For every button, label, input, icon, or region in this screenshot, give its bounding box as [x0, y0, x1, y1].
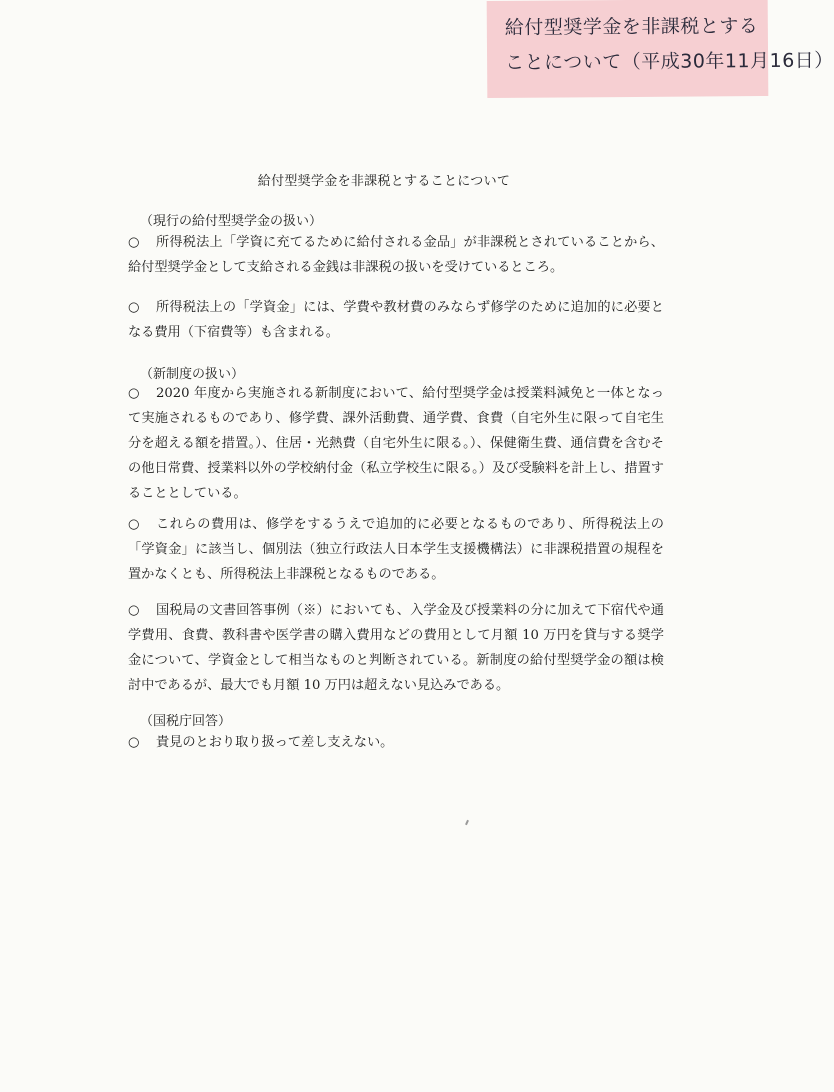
note-line-2: ことについて（平成30年11月16日） [505, 49, 834, 74]
bullet-circle: ○ [128, 735, 140, 750]
paragraph [128, 730, 664, 755]
paragraph [128, 230, 664, 280]
section-heading-nta: （国税庁回答） [140, 714, 232, 729]
bullet-circle: ○ [128, 300, 140, 315]
bullet-circle: ○ [128, 517, 140, 532]
paragraph [128, 295, 664, 345]
section-heading-new: （新制度の扱い） [140, 367, 245, 382]
bullet-circle: ○ [128, 386, 140, 401]
paragraph-text: 所得税法上「学資に充てるために給付される金品」が非課税とされていることから、給付型奨学金として支給される金銭は非課税の扱いを受けているところ。 [128, 235, 664, 275]
document-title: 給付型奨学金を非課税とすることについて [257, 174, 511, 189]
paragraph-text: 貴見のとおり取り扱って差し支えない。 [156, 735, 394, 750]
paragraph [128, 381, 664, 506]
bullet-circle: ○ [128, 235, 140, 250]
scan-speck [465, 820, 469, 825]
paragraph-text: 国税局の文書回答事例（※）においても、入学金及び授業料の分に加えて下宿代や通学費用、食費、教科書や医学書の購入費用などの費用として月額 10 万円を貸与する奨学金について、学資金として相当なものと判断されている。新制度の給付型奨学金の額は検討中であるが、最大でも月額 10 万円は超えない見込みである。 [128, 603, 664, 693]
section-heading-current: （現行の給付型奨学金の扱い） [140, 214, 323, 229]
paragraph [128, 512, 664, 587]
note-line-1: 給付型奨学金を非課税とする [504, 15, 759, 39]
bullet-circle: ○ [128, 603, 140, 618]
paragraph [128, 598, 664, 698]
paragraph-text: 2020 年度から実施される新制度において、給付型奨学金は授業料減免と一体となって実施されるものであり、修学費、課外活動費、通学費、食費（自宅外生に限って自宅生分を超える額を措置。）、住居・光熱費（自宅外生に限る。）、保健衛生費、通信費を含むその他日常費、授業料以外の学校納付金（私立学校生に限る。）及び受験料を計上し、措置することとしている。 [128, 386, 664, 501]
handwritten-sticky-note [487, 0, 834, 98]
paragraph-text: これらの費用は、修学をするうえで追加的に必要となるものであり、所得税法上の「学資金」に該当し、個別法（独立行政法人日本学生支援機構法）に非課税措置の規程を置かなくとも、所得税法上非課税となるものである。 [128, 517, 664, 582]
paragraph-text: 所得税法上の「学資金」には、学費や教材費のみならず修学のために追加的に必要となる費用（下宿費等）も含まれる。 [128, 300, 664, 340]
